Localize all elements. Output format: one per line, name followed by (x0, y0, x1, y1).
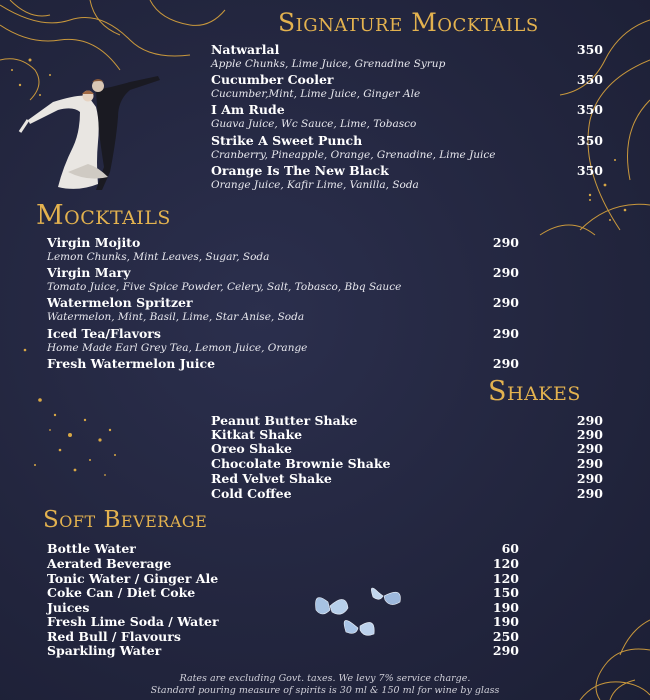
item-price: 350 (576, 133, 603, 148)
menu-item (211, 42, 445, 71)
item-description: Tomato Juice, Five Spice Powder, Celery, Salt, Tobasco, Bbq Sauce (47, 281, 402, 293)
item-name: Peanut Butter Shake (211, 413, 358, 428)
item-price: 350 (576, 72, 603, 87)
item-name: Oreo Shake (211, 441, 292, 456)
item-price: 290 (576, 471, 603, 486)
signature-mocktails-heading: Signature Mocktails (278, 8, 539, 37)
menu-item (211, 133, 496, 162)
menu-item (211, 163, 419, 192)
item-name: Aerated Beverage (47, 556, 172, 571)
item-name: I Am Rude (211, 102, 285, 117)
gold-sparkles-small-decoration (570, 150, 640, 230)
item-price: 290 (576, 427, 603, 442)
item-price: 150 (492, 585, 519, 600)
shakes-heading: Shakes (488, 376, 581, 407)
menu-item (47, 235, 269, 264)
item-name: Iced Tea/Flavors (47, 326, 161, 341)
item-name: Bottle Water (47, 541, 136, 556)
item-price: 350 (576, 42, 603, 57)
item-name: Virgin Mojito (47, 235, 141, 250)
item-price: 60 (501, 541, 519, 556)
item-price: 350 (576, 163, 603, 178)
item-description: Lemon Chunks, Mint Leaves, Sugar, Soda (47, 251, 270, 263)
item-name: Watermelon Spritzer (47, 295, 193, 310)
item-name: Juices (47, 600, 90, 615)
item-description: Cucumber,Mint, Lime Juice, Ginger Ale (211, 88, 421, 100)
item-price: 290 (492, 643, 519, 658)
gold-leaf-top-left-decoration (0, 0, 230, 110)
item-name: Tonic Water / Ginger Ale (47, 571, 219, 586)
soft-beverage-heading: Soft Beverage (43, 507, 208, 533)
item-name: Natwarlal (211, 42, 280, 57)
butterflies-illustration (308, 582, 438, 642)
item-name: Fresh Watermelon Juice (47, 356, 216, 371)
item-description: Guava Juice, Wc Sauce, Lime, Tobasco (211, 118, 417, 130)
item-price: 120 (492, 556, 519, 571)
menu-item (47, 326, 307, 355)
item-name: Red Bull / Flavours (47, 629, 181, 644)
item-price: 290 (492, 265, 519, 280)
item-price: 290 (576, 413, 603, 428)
menu-item (47, 356, 215, 371)
menu-item (47, 265, 401, 294)
item-price: 350 (576, 102, 603, 117)
pouring-measure-note: Standard pouring measure of spirits is 30 ml & 150 ml for wine by glass (150, 685, 500, 696)
item-name: Kitkat Shake (211, 427, 303, 442)
dancing-couple-illustration (18, 72, 183, 197)
item-price: 120 (492, 571, 519, 586)
item-price: 290 (576, 456, 603, 471)
item-name: Orange Is The New Black (211, 163, 389, 178)
item-price: 290 (576, 486, 603, 501)
item-price: 190 (492, 600, 519, 615)
item-price: 290 (492, 235, 519, 250)
item-name: Strike A Sweet Punch (211, 133, 363, 148)
item-name: Sparkling Water (47, 643, 162, 658)
item-name: Fresh Lime Soda / Water (47, 614, 219, 629)
item-price: 190 (492, 614, 519, 629)
menu-item (211, 72, 420, 101)
item-name: Cucumber Cooler (211, 72, 334, 87)
item-price: 250 (492, 629, 519, 644)
item-description: Cranberry, Pineapple, Orange, Grenadine, Lime Juice (211, 149, 496, 161)
item-description: Orange Juice, Kafir Lime, Vanilla, Soda (211, 179, 419, 191)
item-price: 290 (492, 356, 519, 371)
item-price: 290 (492, 295, 519, 310)
item-description: Apple Chunks, Lime Juice, Grenadine Syrup (211, 58, 446, 70)
item-name: Virgin Mary (47, 265, 131, 280)
item-name: Coke Can / Diet Coke (47, 585, 196, 600)
item-name: Cold Coffee (211, 486, 292, 501)
menu-item (47, 295, 304, 324)
item-name: Chocolate Brownie Shake (211, 456, 391, 471)
tax-note: Rates are excluding Govt. taxes. We levy 7% service charge. (179, 673, 471, 684)
item-description: Home Made Earl Grey Tea, Lemon Juice, Orange (47, 342, 308, 354)
item-price: 290 (576, 441, 603, 456)
mocktails-heading: Mocktails (36, 200, 171, 231)
item-price: 290 (492, 326, 519, 341)
item-description: Watermelon, Mint, Basil, Lime, Star Anise, Soda (47, 311, 305, 323)
menu-item (211, 102, 416, 131)
item-name: Red Velvet Shake (211, 471, 332, 486)
